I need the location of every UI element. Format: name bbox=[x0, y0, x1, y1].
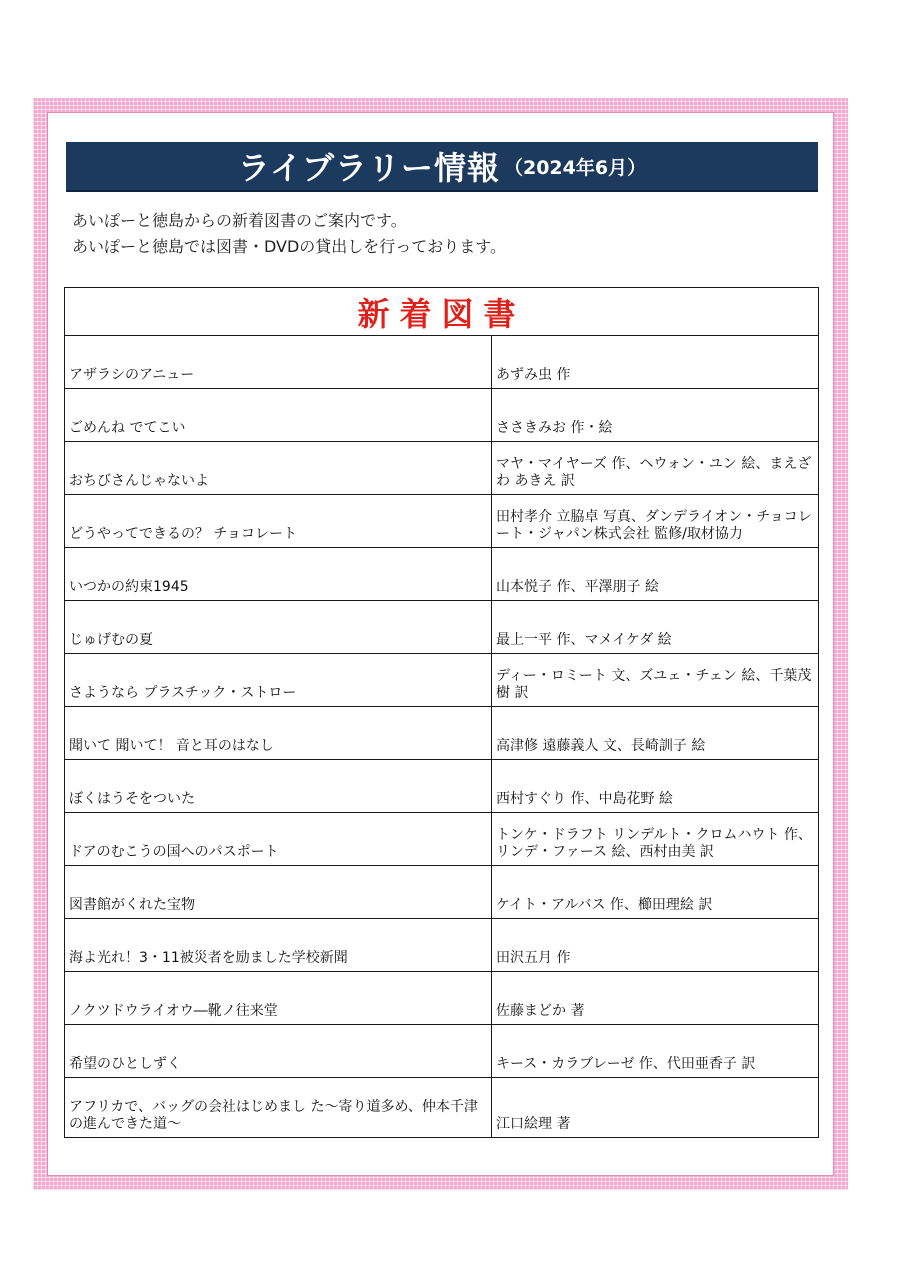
page-title: ライブラリー情報 bbox=[237, 149, 500, 187]
book-author: 西村すぐり 作、中島花野 絵 bbox=[492, 760, 819, 813]
table-row bbox=[65, 389, 819, 442]
book-author: あずみ虫 作 bbox=[492, 336, 819, 389]
book-author: トンケ・ドラフト リンデルト・クロムハウト 作、リンデ・ファース 絵、西村由美 訳 bbox=[492, 813, 819, 866]
book-author: 高津修 遠藤義人 文、長崎訓子 絵 bbox=[492, 707, 819, 760]
table-row bbox=[65, 442, 819, 495]
table-row bbox=[65, 707, 819, 760]
intro-line: あいぽーと徳島からの新着図書のご案内です。 bbox=[72, 211, 407, 230]
table-body bbox=[65, 336, 819, 1138]
book-author: ディー・ロミート 文、ズユェ・チェン 絵、千葉茂樹 訳 bbox=[492, 654, 819, 707]
book-author: 山本悦子 作、平澤朋子 絵 bbox=[492, 548, 819, 601]
book-title: じゅげむの夏 bbox=[65, 601, 492, 654]
table-row bbox=[65, 601, 819, 654]
table-row bbox=[65, 866, 819, 919]
book-author: 田村孝介 立脇卓 写真、ダンデライオン・チョコレート・ジャパン株式会社 監修/取材協力 bbox=[492, 495, 819, 548]
book-author: マヤ・マイヤーズ 作、ヘウォン・ユン 絵、まえざわ あきえ 訳 bbox=[492, 442, 819, 495]
book-title: いつかの約束1945 bbox=[65, 548, 492, 601]
intro-text bbox=[72, 208, 812, 260]
book-title: 希望のひとしずく bbox=[65, 1025, 492, 1078]
table-row bbox=[65, 760, 819, 813]
book-author: キース・カラブレーゼ 作、代田亜香子 訳 bbox=[492, 1025, 819, 1078]
table-row bbox=[65, 813, 819, 866]
new-books-table bbox=[64, 287, 819, 1138]
book-title: おちびさんじゃないよ bbox=[65, 442, 492, 495]
table-row bbox=[65, 1025, 819, 1078]
book-author: 最上一平 作、マメイケダ 絵 bbox=[492, 601, 819, 654]
intro-line: あいぽーと徳島では図書・DVDの貸出しを行っております。 bbox=[72, 237, 507, 256]
book-title: どうやってできるの？ チョコレート bbox=[65, 495, 492, 548]
table-heading: 新着図書 bbox=[65, 288, 819, 336]
book-title: アフリカで、バッグの会社はじめまし た～寄り道多め、仲本千津の進んできた道～ bbox=[65, 1078, 492, 1138]
table-row bbox=[65, 495, 819, 548]
book-title: アザラシのアニュー bbox=[65, 336, 492, 389]
book-title: さようなら プラスチック・ストロー bbox=[65, 654, 492, 707]
book-title: ドアのむこうの国へのパスポート bbox=[65, 813, 492, 866]
book-author: 田沢五月 作 bbox=[492, 919, 819, 972]
book-author: 佐藤まどか 著 bbox=[492, 972, 819, 1025]
table-row bbox=[65, 336, 819, 389]
book-title: 海よ光れ！3・11被災者を励ました学校新聞 bbox=[65, 919, 492, 972]
page-subtitle: （2024年6月） bbox=[503, 156, 647, 179]
table-header-row bbox=[65, 288, 819, 336]
book-title: ごめんね でてこい bbox=[65, 389, 492, 442]
book-title: 図書館がくれた宝物 bbox=[65, 866, 492, 919]
book-title: 聞いて 聞いて！ 音と耳のはなし bbox=[65, 707, 492, 760]
table-row bbox=[65, 654, 819, 707]
table-row bbox=[65, 919, 819, 972]
book-author: ささきみお 作・絵 bbox=[492, 389, 819, 442]
book-title: ぼくはうそをついた bbox=[65, 760, 492, 813]
book-title: ノクツドウライオウ―靴ノ往来堂 bbox=[65, 972, 492, 1025]
table-row bbox=[65, 548, 819, 601]
book-author: 江口絵理 著 bbox=[492, 1078, 819, 1138]
table-row bbox=[65, 972, 819, 1025]
book-author: ケイト・アルバス 作、櫛田理絵 訳 bbox=[492, 866, 819, 919]
page-title-bar bbox=[66, 142, 818, 192]
table-row bbox=[65, 1078, 819, 1138]
